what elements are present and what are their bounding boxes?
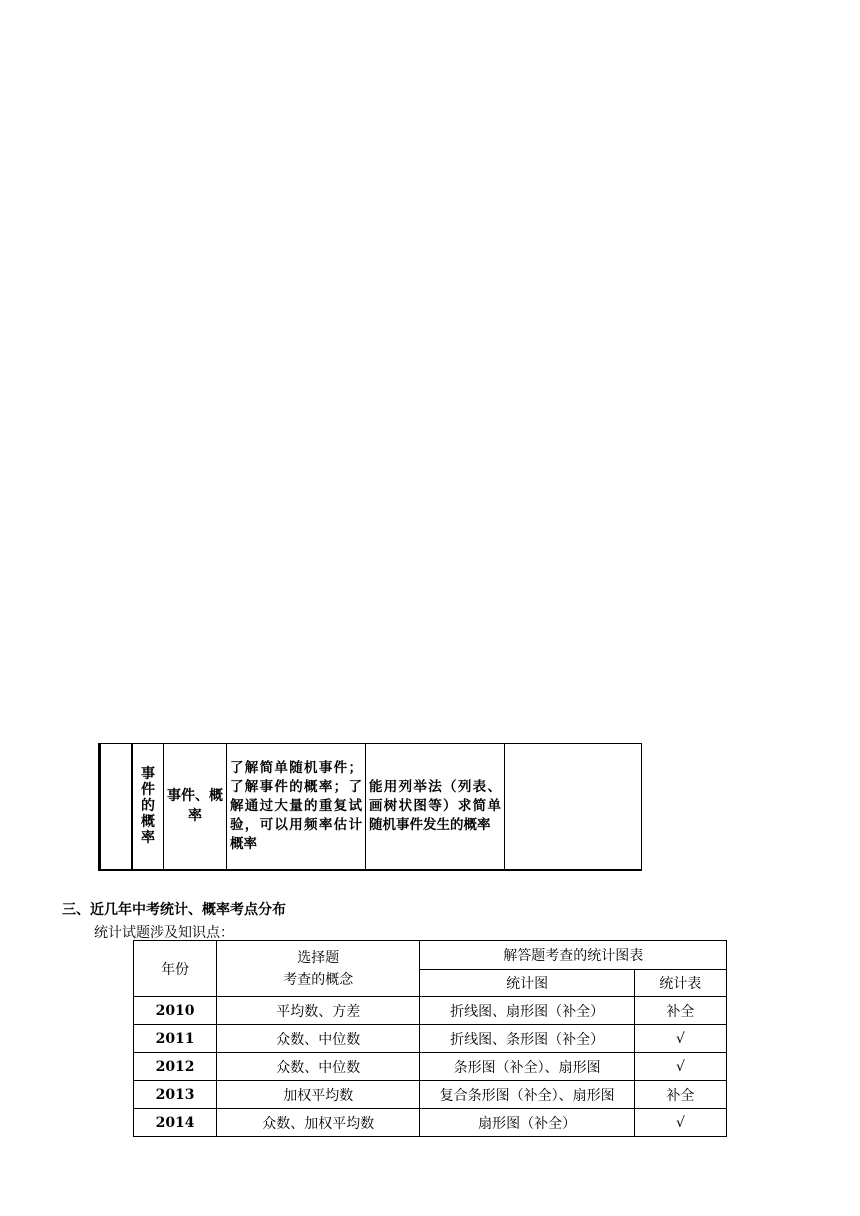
chart-cell: 扇形图（补全） bbox=[420, 1109, 634, 1137]
table-cell: √ bbox=[634, 1109, 726, 1137]
concept-cell: 众数、加权平均数 bbox=[217, 1109, 420, 1137]
table-cell: √ bbox=[634, 1053, 726, 1081]
year-cell: 2014 bbox=[134, 1109, 217, 1137]
table-row bbox=[134, 1053, 727, 1081]
exam-distribution-table bbox=[133, 940, 727, 1137]
header-choice-line2: 考查的概念 bbox=[283, 971, 354, 988]
year-cell: 2013 bbox=[134, 1081, 217, 1109]
empty-cell bbox=[100, 744, 133, 870]
table-row bbox=[134, 997, 727, 1025]
master-cell bbox=[366, 744, 505, 870]
table-cell: √ bbox=[634, 1025, 726, 1053]
table-row bbox=[100, 744, 642, 870]
header-choice bbox=[217, 941, 420, 997]
understand-cell bbox=[227, 744, 366, 870]
table-row bbox=[134, 1109, 727, 1137]
topic-cell bbox=[132, 744, 164, 870]
header-answer: 解答题考查的统计图表 bbox=[420, 941, 727, 970]
table-row bbox=[134, 1081, 727, 1109]
header-table: 统计表 bbox=[634, 970, 726, 997]
header-chart: 统计图 bbox=[420, 970, 634, 997]
topic-label: 事件的概率 bbox=[141, 766, 155, 847]
table-cell: 补全 bbox=[634, 997, 726, 1025]
table-header-row bbox=[134, 941, 727, 970]
year-cell: 2011 bbox=[134, 1025, 217, 1053]
table-row bbox=[134, 1025, 727, 1053]
concept-cell: 加权平均数 bbox=[217, 1081, 420, 1109]
section-heading: 三、近几年中考统计、概率考点分布 bbox=[62, 902, 286, 918]
empty-last-cell bbox=[505, 744, 642, 870]
concept-label: 事件、概率 bbox=[167, 788, 223, 825]
concept-cell: 众数、中位数 bbox=[217, 1053, 420, 1081]
chart-cell: 折线图、条形图（补全） bbox=[420, 1025, 634, 1053]
header-year: 年份 bbox=[134, 941, 217, 997]
chart-cell: 折线图、扇形图（补全） bbox=[420, 997, 634, 1025]
master-text: 能用列举法（列表、画树状图等）求简单随机事件发生的概率 bbox=[369, 778, 501, 833]
table-cell: 补全 bbox=[634, 1081, 726, 1109]
year-cell: 2010 bbox=[134, 997, 217, 1025]
concept-cell: 平均数、方差 bbox=[217, 997, 420, 1025]
intro-text: 统计试题涉及知识点： bbox=[94, 925, 234, 941]
header-choice-line1: 选择题 bbox=[297, 949, 340, 966]
chart-cell: 条形图（补全）、扇形图 bbox=[420, 1053, 634, 1081]
understand-text: 了解简单随机事件；了解事件的概率；了解通过大量的重复试验，可以用频率估计概率 bbox=[230, 759, 362, 852]
concept-cell bbox=[164, 744, 227, 870]
probability-standards-table-fragment bbox=[98, 743, 642, 871]
concept-cell: 众数、中位数 bbox=[217, 1025, 420, 1053]
year-cell: 2012 bbox=[134, 1053, 217, 1081]
chart-cell: 复合条形图（补全）、扇形图 bbox=[420, 1081, 634, 1109]
